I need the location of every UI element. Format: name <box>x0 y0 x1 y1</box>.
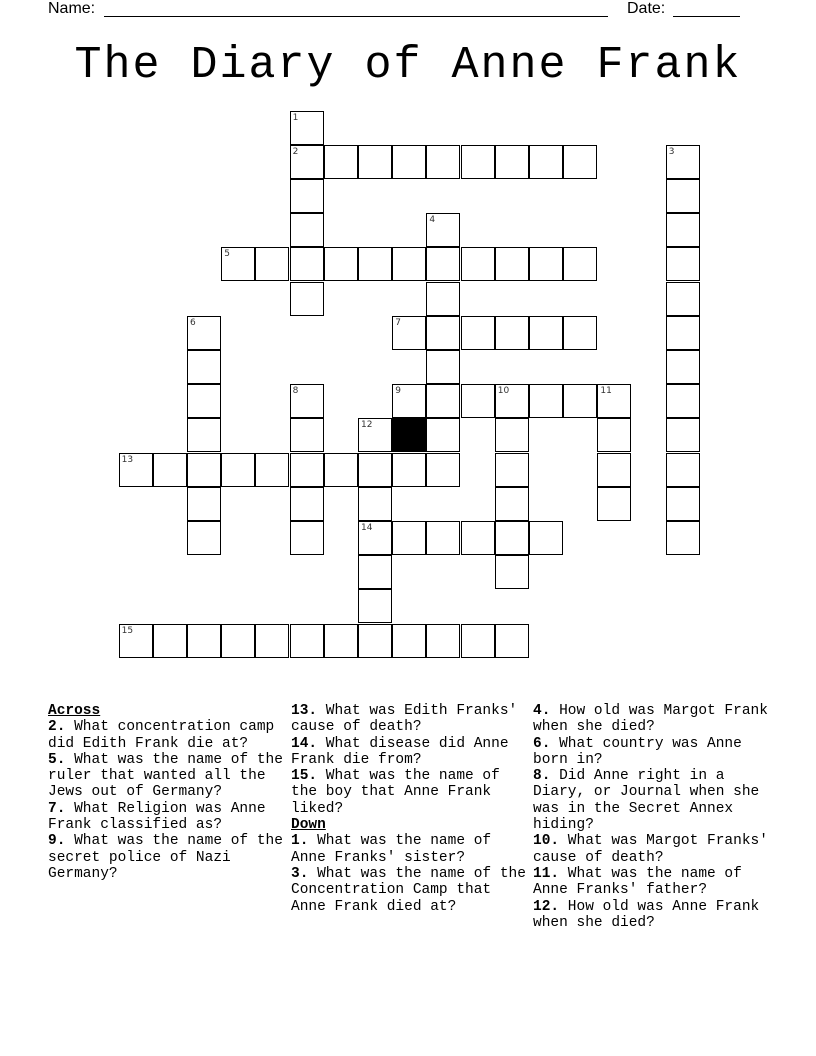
crossword-cell[interactable] <box>495 384 529 418</box>
crossword-cell[interactable] <box>119 453 153 487</box>
crossword-cell[interactable] <box>187 316 221 350</box>
crossword-cell[interactable] <box>495 316 529 350</box>
clue-item-text: What was the name of Anne Franks' father? <box>533 865 742 899</box>
crossword-cell[interactable] <box>529 521 563 555</box>
crossword-cell[interactable] <box>290 384 324 418</box>
down-clue-list-continued <box>533 703 773 931</box>
across-clue-list-continued <box>291 703 526 817</box>
crossword-cell[interactable] <box>666 247 700 281</box>
crossword-cell[interactable] <box>153 624 187 658</box>
clue-number: 1 <box>292 112 299 123</box>
crossword-cell[interactable] <box>221 247 255 281</box>
crossword-cell[interactable] <box>666 213 700 247</box>
crossword-cell[interactable] <box>461 384 495 418</box>
clue-item <box>291 833 526 866</box>
crossword-cell[interactable] <box>597 487 631 521</box>
clue-item <box>291 866 526 915</box>
crossword-cell[interactable] <box>392 521 426 555</box>
crossword-cell[interactable] <box>563 145 597 179</box>
crossword-cell[interactable] <box>392 316 426 350</box>
crossword-cell[interactable] <box>392 145 426 179</box>
crossword-cell[interactable] <box>358 145 392 179</box>
crossword-cell[interactable] <box>666 316 700 350</box>
crossword-cell[interactable] <box>666 487 700 521</box>
clue-number: 2 <box>292 146 299 157</box>
crossword-cell[interactable] <box>563 247 597 281</box>
crossword-cell[interactable] <box>290 487 324 521</box>
crossword-cell[interactable] <box>666 384 700 418</box>
crossword-cell[interactable] <box>426 247 460 281</box>
crossword-cell[interactable] <box>495 521 529 555</box>
crossword-cell[interactable] <box>187 487 221 521</box>
clue-number: 12 <box>361 420 373 431</box>
crossword-cell[interactable] <box>255 624 289 658</box>
clue-item-number: 7. <box>48 800 66 817</box>
clue-number: 6 <box>190 317 196 328</box>
crossword-cell[interactable] <box>187 521 221 555</box>
clue-item-number: 8. <box>533 768 551 785</box>
clue-item-number: 11. <box>533 865 560 882</box>
clue-number: 8 <box>292 386 299 397</box>
clue-item <box>48 801 283 834</box>
clue-number: 14 <box>361 523 373 533</box>
crossword-cell[interactable] <box>666 418 700 452</box>
clue-item <box>48 833 283 882</box>
crossword-cell[interactable] <box>255 247 289 281</box>
crossword-cell[interactable] <box>495 453 529 487</box>
crossword-cell[interactable] <box>426 282 460 316</box>
crossword-cell[interactable] <box>426 145 460 179</box>
crossword-cell[interactable] <box>358 555 392 589</box>
crossword-cell[interactable] <box>426 453 460 487</box>
crossword-cell[interactable] <box>290 247 324 281</box>
clue-item-number: 1. <box>291 833 309 850</box>
clue-item <box>533 833 773 866</box>
crossword-cell[interactable] <box>426 213 460 247</box>
crossword-cell[interactable] <box>461 316 495 350</box>
crossword-cell[interactable] <box>461 521 495 555</box>
clue-number: 15 <box>121 625 134 636</box>
crossword-cell[interactable] <box>495 145 529 179</box>
clue-item-text: What was the name of the Concentration Camp that Anne Frank died at? <box>291 865 526 915</box>
clue-item-number: 12. <box>533 898 560 915</box>
crossword-cell[interactable] <box>426 418 460 452</box>
crossword-cell[interactable] <box>290 111 324 145</box>
crossword-cell[interactable] <box>324 624 358 658</box>
name-label: Name: <box>48 0 96 17</box>
crossword-cell[interactable] <box>563 384 597 418</box>
clue-item-number: 3. <box>291 865 309 882</box>
crossword-cell[interactable] <box>358 589 392 623</box>
clue-item-text: What was Margot Franks' cause of death? <box>533 833 768 866</box>
crossword-cell[interactable] <box>187 384 221 418</box>
clue-item <box>291 736 526 769</box>
crossword-cell[interactable] <box>290 179 324 213</box>
crossword-cell[interactable] <box>529 384 563 418</box>
clue-item <box>291 703 526 736</box>
crossword-cell[interactable] <box>358 521 392 555</box>
crossword-cell[interactable] <box>187 350 221 384</box>
clue-item-number: 10. <box>533 833 560 850</box>
clue-item-text: What concentration camp did Edith Frank die at? <box>48 719 275 752</box>
clue-item <box>533 736 773 769</box>
clue-item-text: Did Anne right in a Diary, or Journal when she was in the Secret Annex hiding? <box>533 768 760 834</box>
clue-item-number: 2. <box>48 719 66 736</box>
clues-column-3 <box>533 703 773 931</box>
clue-number: 9 <box>395 386 401 397</box>
clue-item <box>533 866 773 899</box>
crossword-cell[interactable] <box>392 624 426 658</box>
crossword-cell[interactable] <box>290 145 324 179</box>
clue-number: 3 <box>668 146 675 157</box>
crossword-cell[interactable] <box>461 247 495 281</box>
crossword-cell[interactable] <box>529 247 563 281</box>
crossword-cell[interactable] <box>358 624 392 658</box>
clue-number: 11 <box>600 386 612 397</box>
clue-item-text: What country was Anne born in? <box>533 735 742 768</box>
crossword-block <box>392 418 426 452</box>
clue-number: 4 <box>429 215 436 226</box>
clue-item <box>48 752 283 801</box>
clue-item-number: 4. <box>533 703 551 719</box>
crossword-cell[interactable] <box>392 247 426 281</box>
crossword-cell[interactable] <box>495 487 529 521</box>
clue-item-number: 5. <box>48 751 66 768</box>
clue-item-text: How old was Anne Frank when she died? <box>533 898 760 931</box>
crossword-cell[interactable] <box>666 145 700 179</box>
crossword-cell[interactable] <box>495 624 529 658</box>
clue-number: 7 <box>395 317 401 328</box>
clue-item-number: 13. <box>291 703 318 719</box>
crossword-cell[interactable] <box>324 145 358 179</box>
clues-column-1 <box>48 703 283 882</box>
crossword-cell[interactable] <box>495 418 529 452</box>
crossword-cell[interactable] <box>290 213 324 247</box>
crossword-cell[interactable] <box>255 453 289 487</box>
crossword-cell[interactable] <box>666 521 700 555</box>
clue-item-text: What was the name of the boy that Anne Frank liked? <box>291 768 500 817</box>
clue-number: 13 <box>121 454 134 465</box>
clue-item <box>48 719 283 752</box>
down-heading: Down <box>291 817 326 834</box>
crossword-cell[interactable] <box>358 487 392 521</box>
clue-item-text: What was Edith Franks' cause of death? <box>291 703 518 736</box>
crossword-cell[interactable] <box>119 624 153 658</box>
page-title: The Diary of Anne Frank <box>74 40 742 91</box>
clue-item-text: What was the name of the ruler that wanted all the Jews out of Germany? <box>48 751 283 801</box>
clue-item <box>533 703 773 736</box>
crossword-cell[interactable] <box>666 282 700 316</box>
crossword-cell[interactable] <box>426 316 460 350</box>
crossword-cell[interactable] <box>666 453 700 487</box>
crossword-cell[interactable] <box>358 247 392 281</box>
crossword-cell[interactable] <box>597 384 631 418</box>
clue-item-text: What Religion was Anne Frank classified as? <box>48 800 266 834</box>
clue-number: 5 <box>224 249 230 260</box>
crossword-cell[interactable] <box>495 555 529 589</box>
crossword-cell[interactable] <box>597 453 631 487</box>
across-heading: Across <box>48 703 101 719</box>
crossword-cell[interactable] <box>529 145 563 179</box>
clue-item-text: How old was Margot Frank when she died? <box>533 703 768 736</box>
clue-item-number: 15. <box>291 768 318 785</box>
crossword-cell[interactable] <box>187 624 221 658</box>
clue-item-text: What disease did Anne Frank die from? <box>291 735 509 768</box>
crossword-cell[interactable] <box>187 418 221 452</box>
crossword-cell[interactable] <box>461 145 495 179</box>
crossword-cell[interactable] <box>290 521 324 555</box>
across-clue-list <box>48 719 283 882</box>
crossword-cell[interactable] <box>187 453 221 487</box>
crossword-cell[interactable] <box>358 418 392 452</box>
crossword-cell[interactable] <box>324 247 358 281</box>
down-clue-list <box>291 833 526 914</box>
crossword-cell[interactable] <box>290 282 324 316</box>
clue-item-number: 6. <box>533 735 551 752</box>
crossword-cell[interactable] <box>597 418 631 452</box>
clue-item <box>533 899 773 932</box>
crossword-cell[interactable] <box>290 624 324 658</box>
crossword-cell[interactable] <box>392 453 426 487</box>
date-label: Date: <box>627 0 666 17</box>
crossword-cell[interactable] <box>426 350 460 384</box>
clue-number: 10 <box>497 386 510 397</box>
clues-column-2 <box>291 703 526 915</box>
clue-item <box>291 768 526 817</box>
crossword-cell[interactable] <box>426 384 460 418</box>
crossword-cell[interactable] <box>153 453 187 487</box>
crossword-cell[interactable] <box>563 316 597 350</box>
crossword-cell[interactable] <box>221 624 255 658</box>
crossword-cell[interactable] <box>290 453 324 487</box>
crossword-cell[interactable] <box>666 350 700 384</box>
crossword-cell[interactable] <box>529 316 563 350</box>
clue-item-text: What was the name of the secret police of Nazi Germany? <box>48 833 283 882</box>
crossword-cell[interactable] <box>666 179 700 213</box>
crossword-cell[interactable] <box>426 624 460 658</box>
crossword-cell[interactable] <box>461 624 495 658</box>
crossword-cell[interactable] <box>495 247 529 281</box>
clue-item-text: What was the name of Anne Franks' sister? <box>291 833 492 866</box>
crossword-cell[interactable] <box>426 521 460 555</box>
crossword-cell[interactable] <box>324 453 358 487</box>
clue-item-number: 9. <box>48 833 66 850</box>
crossword-cell[interactable] <box>358 453 392 487</box>
clue-item <box>533 768 773 833</box>
crossword-cell[interactable] <box>392 384 426 418</box>
clue-item-number: 14. <box>291 735 318 752</box>
crossword-cell[interactable] <box>290 418 324 452</box>
crossword-cell[interactable] <box>221 453 255 487</box>
